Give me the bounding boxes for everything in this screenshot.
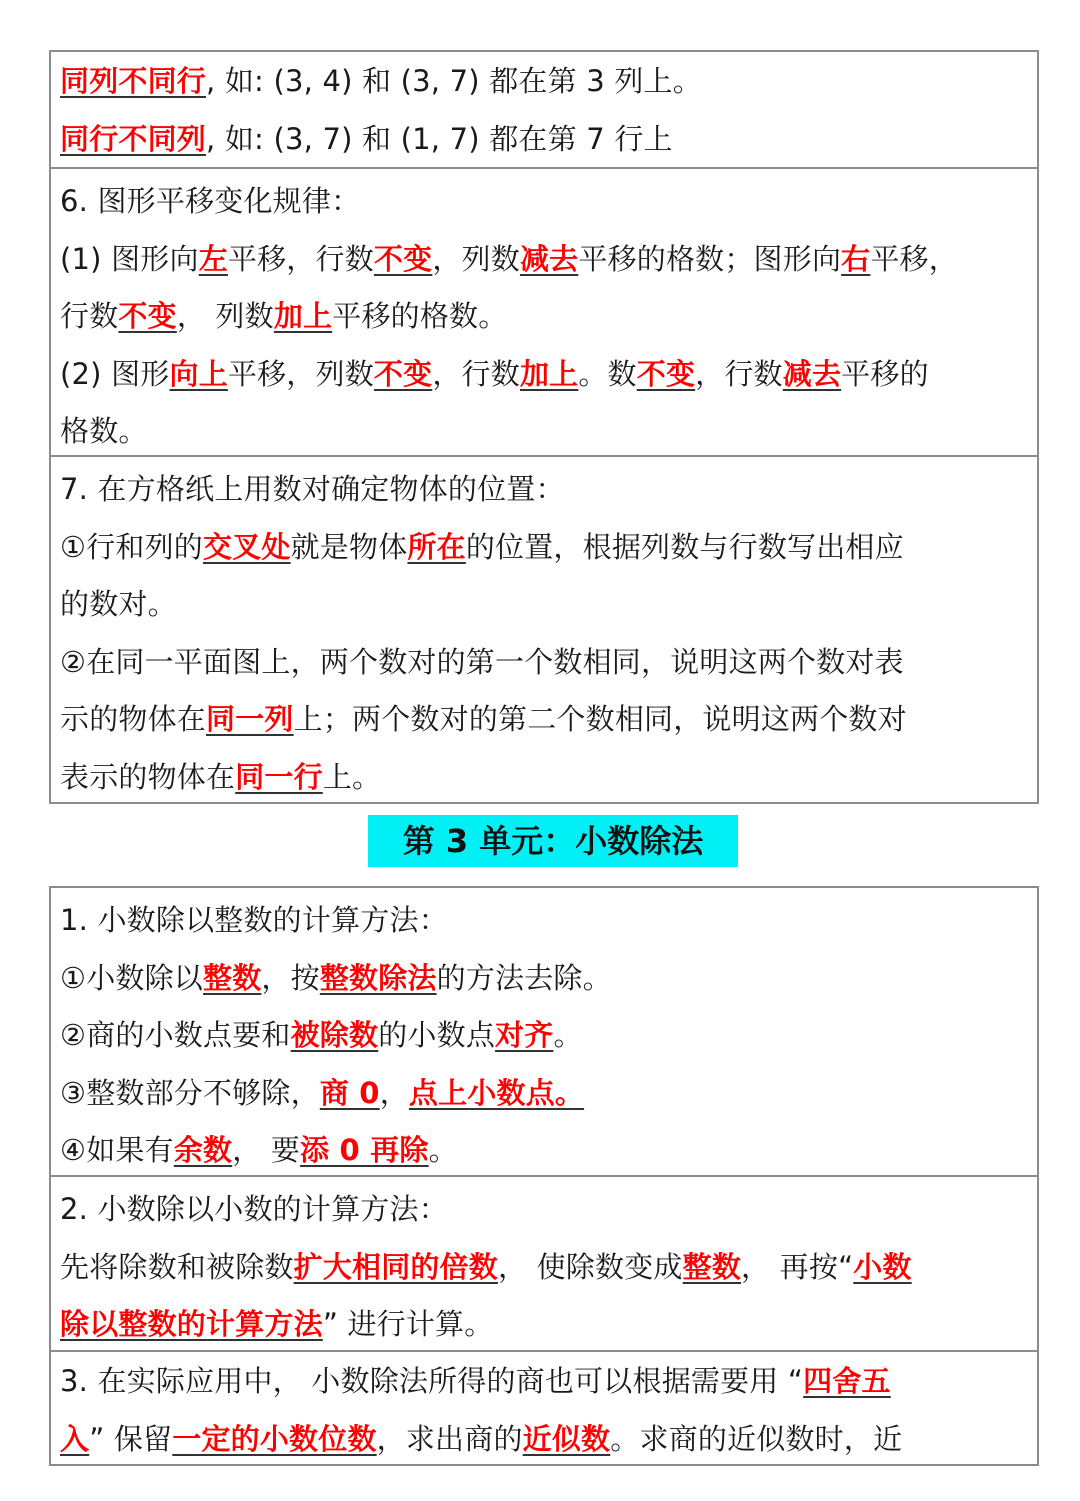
highlight-term: 近似数 bbox=[522, 1421, 611, 1456]
highlight-term: 四舍五 bbox=[803, 1364, 891, 1398]
knowledge-table-unit2 bbox=[49, 50, 1039, 804]
text-span: 平移， bbox=[870, 241, 958, 276]
text-line bbox=[60, 634, 1028, 692]
text-line bbox=[60, 749, 1028, 807]
knowledge-table-unit3 bbox=[49, 886, 1039, 1466]
item-heading: 2. 小数除以小数的计算方法： bbox=[60, 1192, 448, 1226]
text-span: 就是物体 bbox=[290, 529, 408, 564]
text-span: 表示的物体在 bbox=[60, 759, 236, 794]
cell-grid-position bbox=[51, 457, 1037, 802]
text-span: 的方法去除。 bbox=[436, 960, 612, 995]
text-span: 示的物体在 bbox=[60, 702, 207, 736]
text-span: 的数对。 bbox=[60, 587, 177, 621]
highlight-term: 同一行 bbox=[235, 759, 323, 794]
text-span: 行数 bbox=[60, 299, 119, 333]
cell-decimal-by-decimal bbox=[51, 1177, 1037, 1352]
text-span: ②在同一平面图上，两个数对的第一个数相同，说明这两个数对表 bbox=[60, 644, 904, 679]
text-span: ” 进行计算。 bbox=[322, 1307, 494, 1341]
item-heading: 1. 小数除以整数的计算方法： bbox=[60, 903, 448, 937]
text-span: 3. 在实际应用中， 小数除法所得的商也可以根据需要用 “ bbox=[60, 1364, 804, 1398]
highlight-term: 余数 bbox=[173, 1133, 233, 1167]
text-line bbox=[60, 53, 1028, 111]
highlight-term: 交叉处 bbox=[203, 529, 291, 564]
highlight-term: 同行不同列 bbox=[60, 121, 207, 156]
highlight-term: 不变 bbox=[636, 356, 696, 391]
text-span: ，行数 bbox=[695, 356, 783, 391]
text-line bbox=[60, 1353, 1028, 1411]
cell-decimal-by-integer bbox=[51, 888, 1037, 1177]
text-span: 平移，列数 bbox=[227, 356, 374, 391]
highlight-term: 右 bbox=[841, 241, 871, 276]
highlight-term: 整数 bbox=[203, 960, 262, 995]
highlight-term: 同列不同行 bbox=[60, 64, 207, 98]
text-line bbox=[60, 576, 1028, 634]
highlight-term: 被除数 bbox=[290, 1018, 379, 1052]
text-span: 平移，行数 bbox=[227, 241, 374, 276]
text-span: 。 bbox=[553, 1018, 583, 1052]
text-span: , 如: (3, 4) 和 (3, 7) 都在第 3 列上。 bbox=[206, 64, 702, 98]
highlight-term: 点上小数点。 bbox=[408, 1075, 585, 1110]
highlight-term: 小数 bbox=[853, 1249, 912, 1284]
highlight-term: 所在 bbox=[407, 529, 466, 564]
text-span: 。数 bbox=[578, 356, 637, 391]
highlight-term: 对齐 bbox=[495, 1018, 554, 1052]
text-span: ，求出商的 bbox=[376, 1421, 523, 1456]
text-span: ①行和列的 bbox=[60, 529, 203, 564]
text-span: ， 要 bbox=[232, 1133, 301, 1167]
text-span: 格数。 bbox=[60, 414, 148, 448]
cell-approximate-quotient bbox=[51, 1352, 1037, 1472]
highlight-term: 向上 bbox=[169, 356, 228, 391]
highlight-term: 除以整数的计算方法 bbox=[60, 1307, 323, 1341]
text-span: ， 列数 bbox=[176, 299, 274, 333]
text-span: ①小数除以 bbox=[60, 960, 203, 995]
text-span: ④如果有 bbox=[60, 1133, 174, 1167]
text-line bbox=[60, 403, 1028, 461]
text-line bbox=[60, 1065, 1028, 1123]
text-span: ， 使除数变成 bbox=[498, 1249, 683, 1284]
text-line bbox=[60, 111, 1028, 169]
text-span: ， 再按“ bbox=[741, 1249, 854, 1284]
highlight-term: 一定的小数位数 bbox=[172, 1421, 377, 1456]
highlight-term: 减去 bbox=[782, 356, 842, 391]
unit-title-banner: 第 3 单元：小数除法 bbox=[368, 815, 738, 867]
item-heading: 7. 在方格纸上用数对确定物体的位置： bbox=[60, 472, 565, 506]
text-line bbox=[60, 950, 1028, 1008]
text-line bbox=[60, 1296, 1028, 1354]
text-line bbox=[60, 1239, 1028, 1297]
highlight-term: 加上 bbox=[273, 299, 333, 333]
text-span: 平移的 bbox=[841, 356, 929, 391]
highlight-term: 加上 bbox=[519, 356, 579, 391]
text-span: ③整数部分不够除， bbox=[60, 1075, 320, 1110]
text-line bbox=[60, 519, 1028, 577]
highlight-term: 扩大相同的倍数 bbox=[293, 1249, 499, 1284]
highlight-term: 整数除法 bbox=[319, 960, 437, 995]
text-span: 的小数点 bbox=[378, 1018, 496, 1052]
text-span: 上；两个数对的第二个数相同，说明这两个数对 bbox=[293, 702, 907, 736]
text-span: ” 保留 bbox=[89, 1421, 173, 1456]
highlight-term: 添 0 再除 bbox=[300, 1133, 429, 1167]
text-span: ， bbox=[379, 1075, 409, 1110]
text-span: 平移的格数。 bbox=[332, 299, 508, 333]
text-span: 。求商的近似数时，近 bbox=[610, 1421, 903, 1456]
text-line bbox=[60, 288, 1028, 346]
highlight-term: 入 bbox=[60, 1421, 90, 1456]
text-line bbox=[60, 346, 1028, 404]
text-line bbox=[60, 1411, 1028, 1469]
text-span: 。 bbox=[428, 1133, 458, 1167]
text-line bbox=[60, 1122, 1028, 1180]
highlight-term: 左 bbox=[198, 241, 228, 276]
text-span: 的位置，根据列数与行数写出相应 bbox=[465, 529, 904, 564]
highlight-term: 不变 bbox=[373, 241, 433, 276]
text-span: 先将除数和被除数 bbox=[60, 1249, 294, 1284]
highlight-term: 整数 bbox=[682, 1249, 742, 1284]
highlight-term: 不变 bbox=[373, 356, 433, 391]
text-span: ，列数 bbox=[432, 241, 520, 276]
item-heading: 6. 图形平移变化规律： bbox=[60, 184, 361, 218]
text-line bbox=[60, 1007, 1028, 1065]
text-span: ，行数 bbox=[432, 356, 520, 391]
text-span: 上。 bbox=[322, 759, 382, 794]
text-line bbox=[60, 691, 1028, 749]
text-span: ②商的小数点要和 bbox=[60, 1018, 291, 1052]
cell-row-column-examples bbox=[51, 52, 1037, 169]
text-span: ，按 bbox=[261, 960, 320, 995]
cell-translation-rules bbox=[51, 169, 1037, 457]
text-line bbox=[60, 231, 1028, 289]
text-span: 平移的格数；图形向 bbox=[578, 241, 842, 276]
text-span: (2) 图形 bbox=[60, 356, 170, 391]
highlight-term: 同一列 bbox=[206, 702, 294, 736]
highlight-term: 减去 bbox=[519, 241, 579, 276]
text-span: (1) 图形向 bbox=[60, 241, 199, 276]
highlight-term: 商 0 bbox=[319, 1075, 380, 1110]
highlight-term: 不变 bbox=[118, 299, 177, 333]
text-span: , 如: (3, 7) 和 (1, 7) 都在第 7 行上 bbox=[206, 121, 673, 156]
